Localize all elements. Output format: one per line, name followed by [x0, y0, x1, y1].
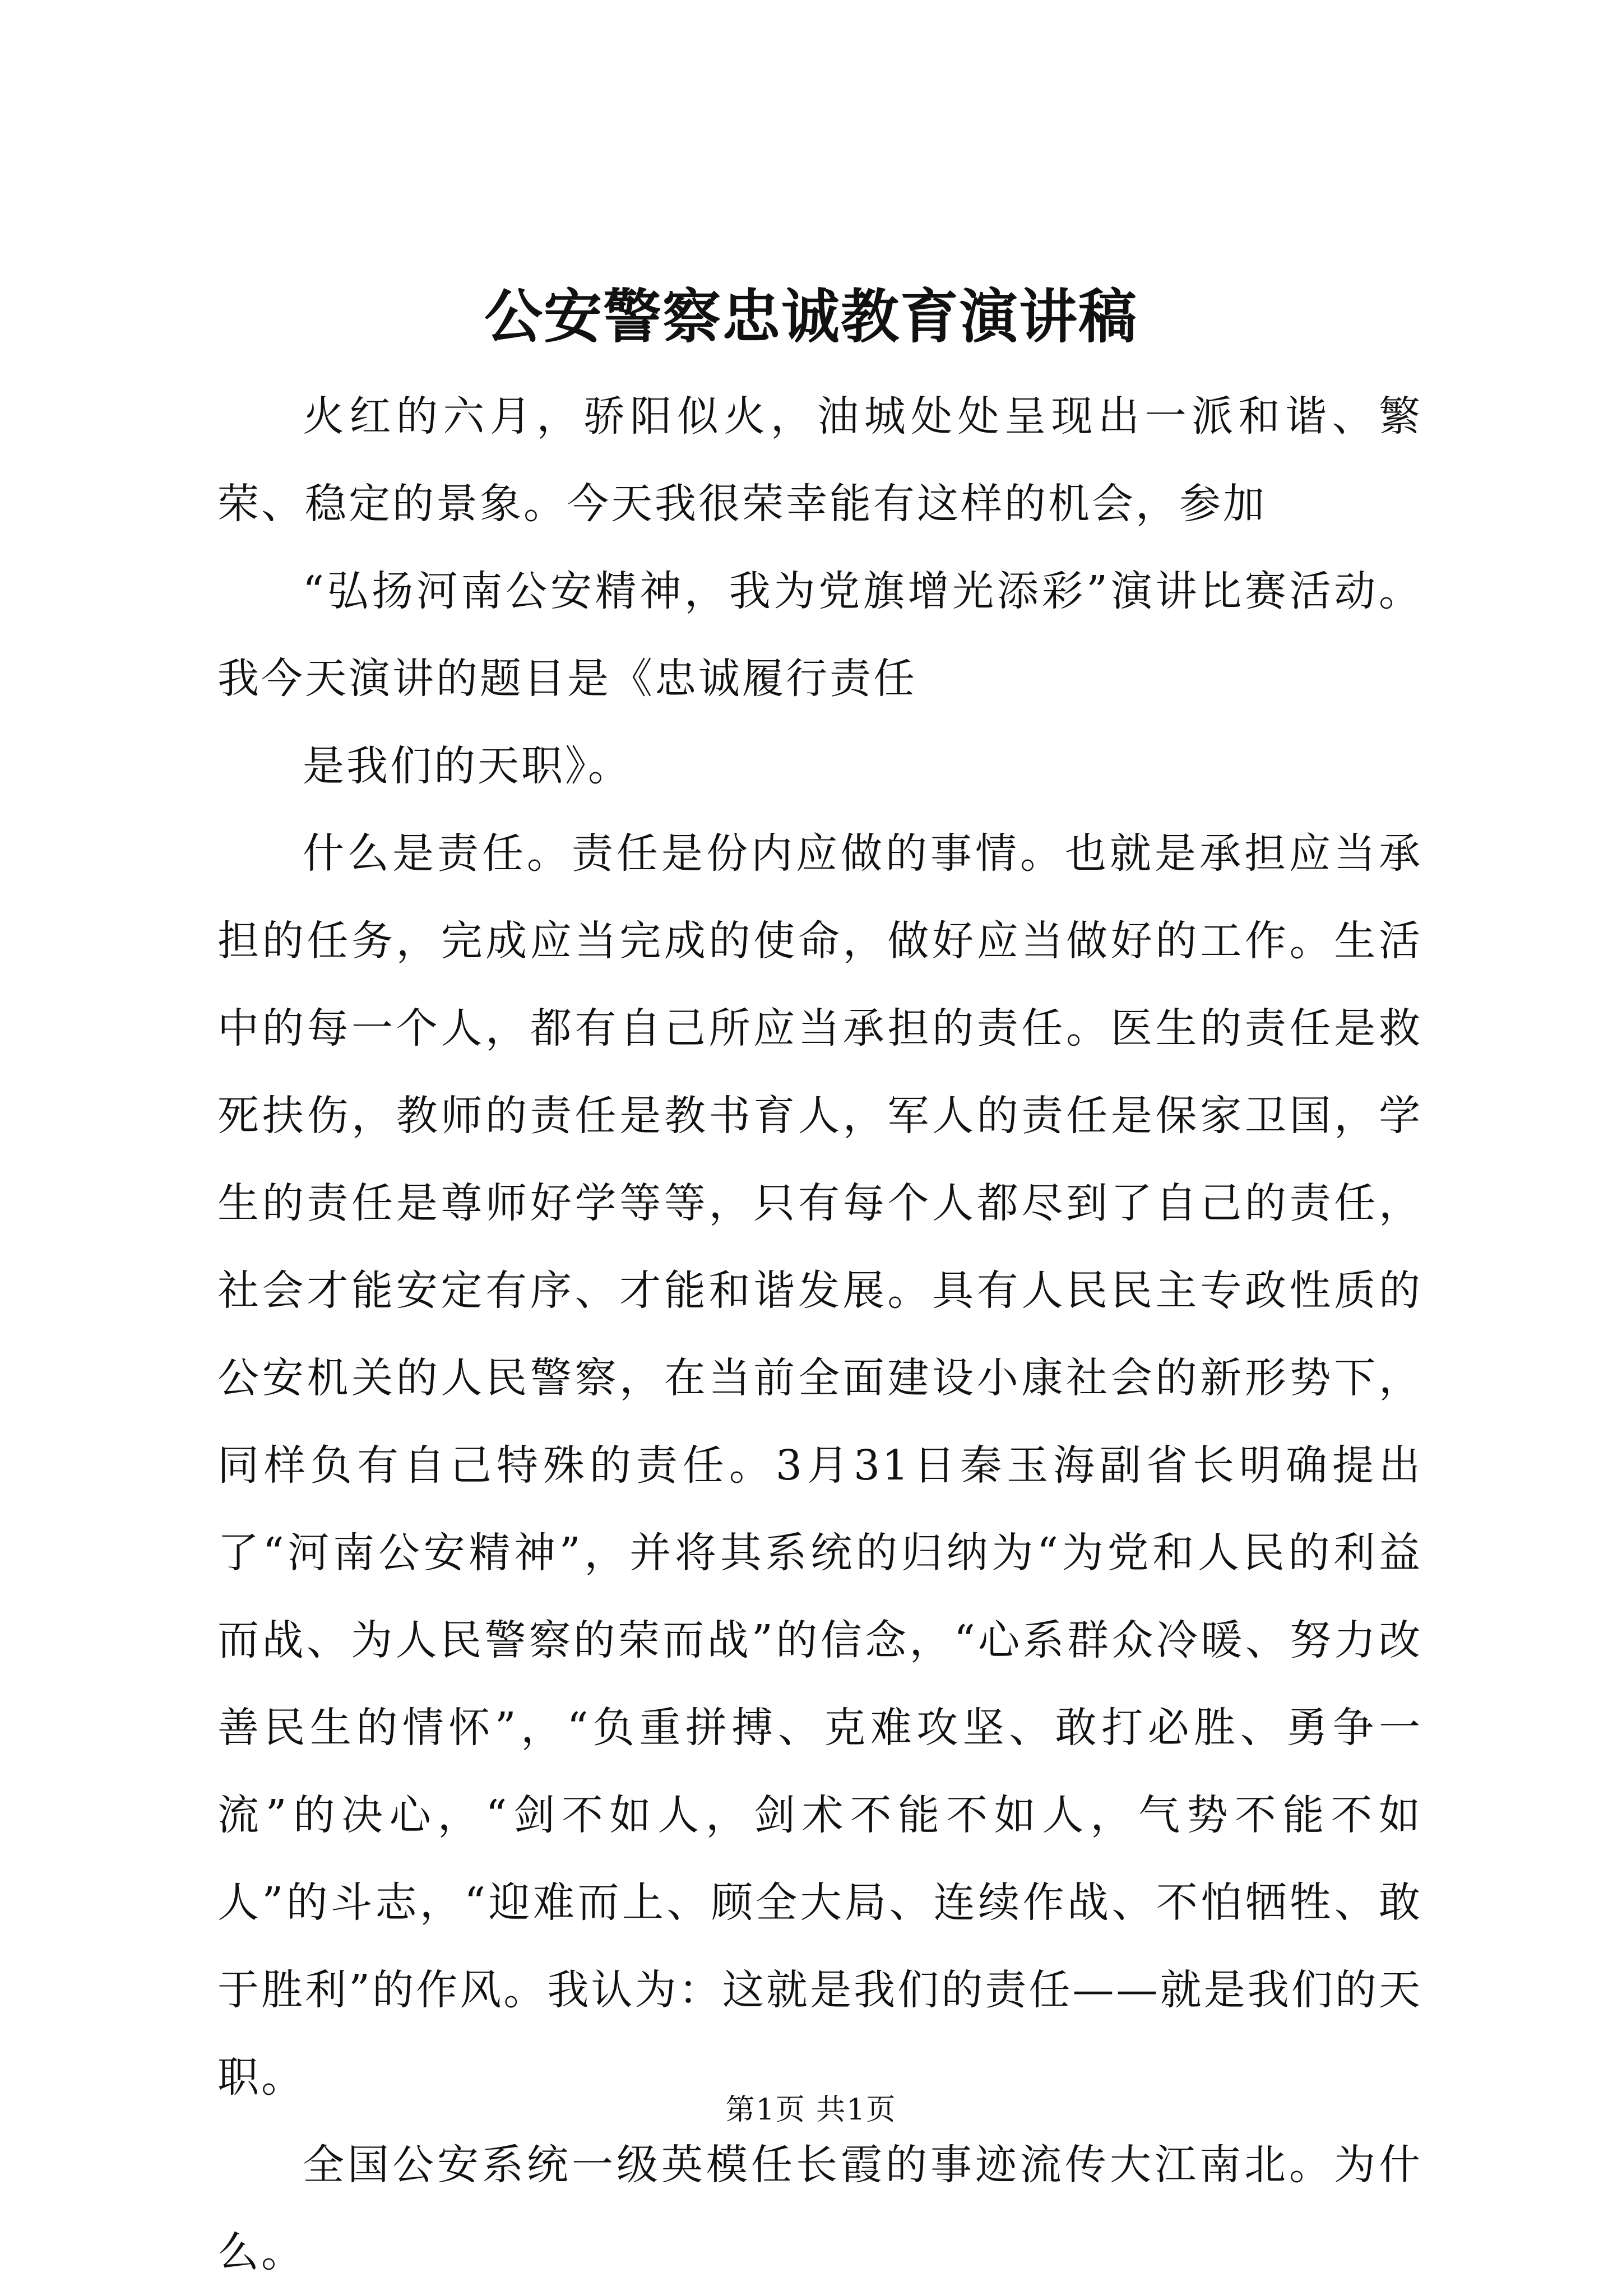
paragraph-5: 全国公安系统一级英模任长霞的事迹流传大江南北。为什么。: [217, 2141, 1422, 2276]
document-body: [217, 373, 1422, 2296]
page-footer: 第1页 共1页: [725, 2093, 897, 2127]
paragraph-2: “弘扬河南公安精神，我为党旗增光添彩”演讲比赛活动。我今天演讲的题目是《忠诚履行责任: [217, 567, 1422, 703]
paragraph-1: 火红的六月，骄阳似火，油城处处呈现出一派和谐、繁荣、稳定的景象。今天我很荣幸能有这样的机会，参加: [217, 392, 1422, 528]
paragraph-3: 是我们的天职》。: [303, 742, 632, 790]
document-title: 公安警察忠诚教育演讲稿: [484, 282, 1138, 351]
paragraph-4: 什么是责任。责任是份内应做的事情。也就是承担应当承担的任务，完成应当完成的使命，做好应当做好的工作。生活中的每一个人，都有自己所应当承担的责任。医生的责任是救死扶伤，教师的责任是教书育人，军人的责任是保家卫国，学生的责任是尊师好学等等，只有每个人都尽到了自己的责任，社会才能安定有序、才能和谐发展。具有人民民主专政性质的公安机关的人民警察，在当前全面建设小康社会的新形势下，同样负有自己特殊的责任。3月31日秦玉海副省长明确提出了“河南公安精神”，并将其系统的归纳为“为党和人民的利益而战、为人民警察的荣而战”的信念，“心系群众冷暖、努力改善民生的情怀”，“负重拼搏、克难攻坚、敢打必胜、勇争一流”的决心，“剑不如人，剑术不能不如人，气势不能不如人”的斗志，“迎难而上、顾全大局、连续作战、不怕牺牲、敢于胜利”的作风。我认为：这就是我们的责任——就是我们的天职。: [217, 829, 1422, 2102]
